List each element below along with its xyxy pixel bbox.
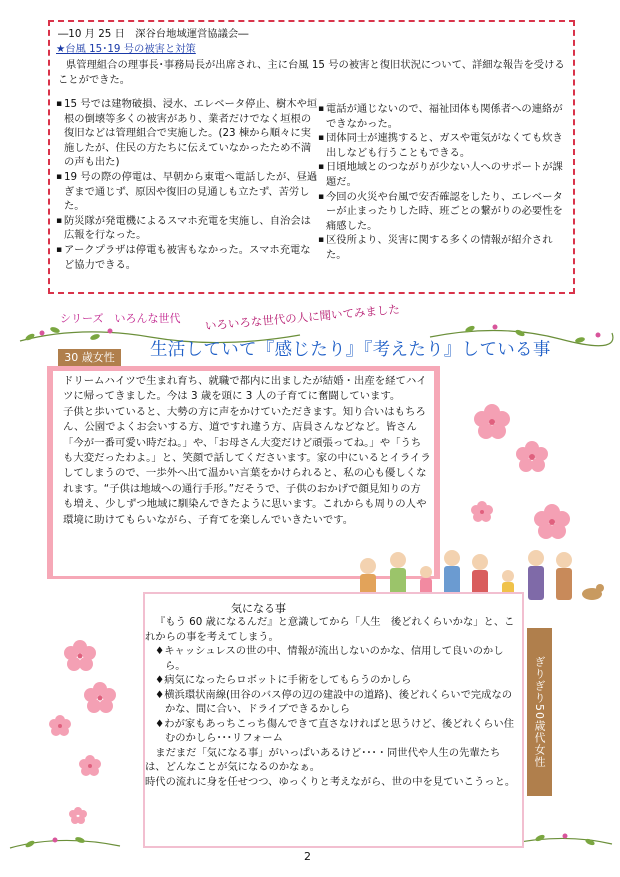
list-item: ♦病気になったらロボットに手術をしてもらうのかしら bbox=[155, 674, 412, 686]
page-title: 生活していて『感じたり』『考えたり』している事 bbox=[150, 340, 551, 360]
paragraph: 『もう 60 歳になるんだ』と意識してから「人生 後どれくらいかな」と、これからの事を考えてしまう。 bbox=[145, 616, 515, 643]
list-item: ▪ 区役所より、災害に関する多くの情報が紹介された。 bbox=[318, 233, 569, 262]
age-tag-50: ぎりぎり50歳代女性 bbox=[527, 628, 552, 796]
paragraph: 時代の流れに身を任せつつ、ゆっくりと考えながら、世の中を見ていこうっと。 bbox=[145, 775, 516, 788]
meeting-date: ―10 月 25 日 深谷台地域運営協議会― bbox=[58, 28, 249, 40]
meeting-report-box bbox=[48, 20, 575, 294]
meeting-heading: ★台風 15･19 号の被害と対策 bbox=[56, 43, 196, 55]
meeting-left-list bbox=[56, 97, 318, 272]
list-item: ▪ 団体同士が連携すると、ガスや電気がなくても炊き出しなども行うこともできる。 bbox=[318, 131, 569, 160]
list-item: ▪ 19 号の際の停電は、早朝から東電へ電話したが、昼過ぎまで通じず、原因や復旧の見通しも立たず、苦労した。 bbox=[56, 170, 318, 214]
list-item: ♦横浜環状南線(田谷のバス停の辺の建設中の道路)、後どれくらいで完成なのかな、間に合い、ドライブできるかしら bbox=[155, 688, 513, 715]
list-item: ▪ アークプラザは停電も被害もなかった。スマホ充電など協力できる。 bbox=[56, 243, 318, 272]
list-item: ▪ 15 号では建物破損、浸水、エレベータ停止、樹木や垣根の倒壊等多くの被害があり、業者だけでなく垣根の復旧などは管理組合で実施した。(23 棟から順々に実施したが、住民の方たちに伝えていなかったため不満の声も出た) bbox=[56, 97, 318, 170]
list-item: ♦キャッシュレスの世の中、情報が流出しないのかな、信用して良いのかしら。 bbox=[155, 645, 504, 672]
story-text-30 bbox=[63, 374, 431, 528]
meeting-right-list bbox=[318, 102, 569, 263]
flower-icon bbox=[452, 392, 572, 562]
list-item: ▪ 今回の火災や台風で安否確認をしたり、エレベーターが止まったりした時、班ごとの繋がりの必要性を痛感した。 bbox=[318, 190, 569, 234]
paragraph: 子供と歩いていると、大勢の方に声をかけていただきます。知り合いはもちろん、公園でよくお会いする方、道ですれ違う方、店員さんなどなど。皆さん「今が一番可愛い時だね。」や、「お母さん大変だけど頑張ってね。」や「うちも大変だったわよ。」と、笑顔で話してくださいます。家の中にいるとイライラしてしまうので、一歩外へ出て温かい言葉をかけられると、私の心も優しくなれます。“子供は地域への通行手形。”だそうで、子供のおかげで顔見知りの方も増え、少しずつ地域に馴染んできたように思います。これからも周りの人や環境に助けてもらいながら、子育てを楽しんでいきたいです。 bbox=[63, 405, 431, 526]
list-item: ▪ 日頃地域とのつながりが少ない人へのサポートが課題だ。 bbox=[318, 160, 569, 189]
flower-icon bbox=[30, 636, 120, 836]
paragraph: まだまだ「気になる事」がいっぱいあるけど･･･・同世代や人生の先輩たちは、どんなことが気になるのかなぁ。 bbox=[145, 746, 501, 773]
age-tag-30: 30 歳女性 bbox=[58, 349, 121, 366]
meeting-intro: 県管理組合の理事長･事務局長が出席され、主に台風 15 号の被害と復旧状況について、詳細な報告を受けることができた。 bbox=[58, 59, 565, 86]
series-subtitle: いろいろな世代の人に聞いてみました bbox=[204, 301, 401, 333]
story-box-50 bbox=[143, 592, 524, 848]
section-title: 気になる事 bbox=[231, 602, 286, 615]
story-text-50 bbox=[145, 615, 517, 789]
paragraph: ドリームハイツで生まれ育ち、就職で都内に出ましたが結婚・出産を経てハイツに帰ってきました。今は 3 歳を頭に 3 人の子育てに奮闘しています。 bbox=[63, 375, 427, 403]
list-item: ♦わが家もあっちこっち傷んできて直さなければと思うけど、後どれくらい住むのかしら･･･リフォーム bbox=[155, 717, 515, 744]
list-item: ▪ 電話が通じないので、福祉団体も関係者への連絡ができなかった。 bbox=[318, 102, 569, 131]
page-number: 2 bbox=[304, 850, 311, 863]
series-label: シリーズ いろんな世代 bbox=[60, 312, 181, 325]
list-item: ▪ 防災隊が発電機によるスマホ充電を実施し、自治会は広報を行なった。 bbox=[56, 214, 318, 243]
